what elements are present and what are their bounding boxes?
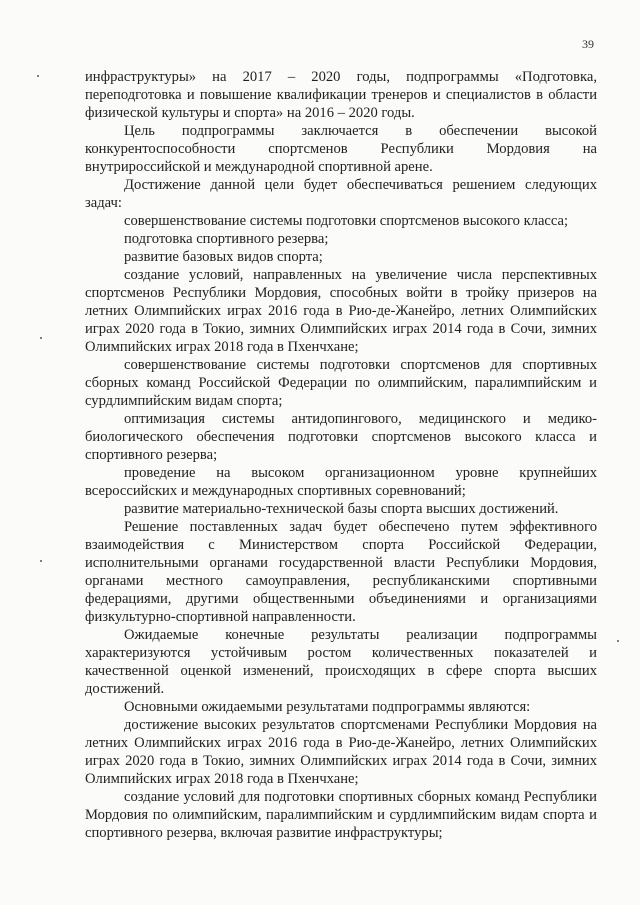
list-item: создание условий, направленных на увеличение числа перспективных спортсменов Республики Мордовия, способных войти в тройку призеров на летних Олимпийских играх 2016 года в Рио-де-Жанейро, летних Олимпийских играх 2020 года в Токио, зимних Олимпийских играх 2014 года в Сочи, зимних Олимпийских играх 2018 года в Пхенчхане; — [85, 267, 597, 355]
list-item: совершенствование системы подготовки спортсменов для спортивных сборных команд Российской Федерации по олимпийским, паралимпийским и сурдлимпийским видам спорта; — [85, 357, 597, 409]
list-item: оптимизация системы антидопингового, медицинского и медико-биологического обеспечения подготовки спортсменов высокого класса и спортивного резерва; — [85, 411, 597, 463]
paragraph: инфраструктуры» на 2017 – 2020 годы, подпрограммы «Подготовка, переподготовка и повышение квалификации тренеров и специалистов в области физической культуры и спорта» на 2016 – 2020 годы. — [85, 69, 597, 121]
list-item: достижение высоких результатов спортсменами Республики Мордовия на летних Олимпийских играх 2016 года в Рио-де-Жанейро, летних Олимпийских играх 2020 года в Токио, зимних Олимпийских играх 2014 года в Сочи, зимних Олимпийских играх 2018 года в Пхенчхане; — [85, 717, 597, 787]
list-item: проведение на высоком организационном уровне крупнейших всероссийских и международных спортивных соревнований; — [85, 465, 597, 499]
list-item: совершенствование системы подготовки спортсменов высокого класса; — [124, 213, 569, 229]
list-item: развитие материально-технической базы спорта высших достижений. — [124, 501, 559, 517]
paragraph: Цель подпрограммы заключается в обеспечении высокой конкурентоспособности спортсменов Республики Мордовия на внутрироссийской и международной спортивной арене. — [85, 123, 597, 175]
list-item: развитие базовых видов спорта; — [124, 249, 323, 265]
scan-speck — [617, 640, 619, 642]
body-text — [85, 68, 597, 842]
list-item: создание условий для подготовки спортивных сборных команд Республики Мордовия по олимпийским, паралимпийским и сурдлимпийским видам спорта и спортивного резерва, включая развитие инфраструктуры; — [85, 789, 597, 841]
page-number: 39 — [582, 37, 594, 51]
paragraph: Основными ожидаемыми результатами подпрограммы являются: — [124, 699, 531, 715]
paragraph: Ожидаемые конечные результаты реализации подпрограммы характеризуются устойчивым ростом количественных показателей и качественной оценкой изменений, происходящих в сфере спорта высших достижений. — [85, 627, 597, 697]
scan-speck — [37, 75, 39, 77]
scan-speck — [40, 337, 42, 339]
paragraph: Решение поставленных задач будет обеспечено путем эффективного взаимодействия с Министерством спорта Российской Федерации, исполнительными органами государственной власти Республики Мордовия, органами местного самоуправления, республиканскими спортивными федерациями, другими общественными объединениями и организациями физкультурно-спортивной направленности. — [85, 519, 597, 625]
list-item: подготовка спортивного резерва; — [124, 231, 329, 247]
paragraph: Достижение данной цели будет обеспечиваться решением следующих задач: — [85, 177, 597, 211]
scan-speck — [40, 560, 42, 562]
